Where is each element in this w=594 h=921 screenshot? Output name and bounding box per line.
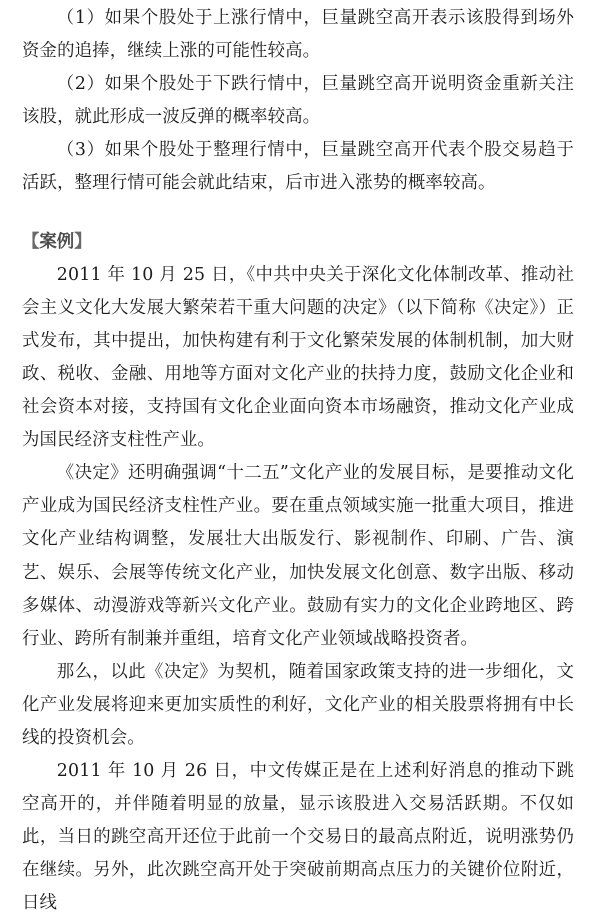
case-heading bbox=[22, 226, 574, 259]
case-paragraph-2: 《决定》还明确强调“十二五”文化产业的发展目标，是要推动文化产业成为国民经济支柱性产业。要在重点领域实施一批重大项目，推进文化产业结构调整，发展壮大出版发行、影视制作、印刷、广告、演艺、娱乐、会展等传统文化产业，加快发展文化创意、数字出版、移动多媒体、动漫游戏等新兴文化产业。鼓励有实力的文化企业跨地区、跨行业、跨所有制兼并重组，培育文化产业领域战略投资者。 bbox=[22, 463, 574, 649]
case-heading-open-bracket: 【 bbox=[22, 231, 40, 252]
case-paragraph-3: 那么，以此《决定》为契机，随着国家政策支持的进一步细化，文化产业发展将迎来更加实质性的利好，文化产业的相关股票将拥有中长线的投资机会。 bbox=[22, 661, 574, 748]
case-paragraph-1: 2011 年 10 月 25 日，《中共中央关于深化文化体制改革、推动社会主义文化大发展大繁荣若干重大问题的决定》（以下简称《决定》）正式发布，其中提出，加快构建有利于文化繁荣发展的体制机制，加大财政、税收、金融、用地等方面对文化产业的扶持力度，鼓励文化企业和社会资本对接，支持国有文化企业面向资本市场融资，推动文化产业成为国民经济支柱性产业。 bbox=[22, 264, 574, 451]
case-heading-text: 案例 bbox=[39, 231, 75, 252]
case-paragraph-4: 2011 年 10 月 26 日，中文传媒正是在上述利好消息的推动下跳空高开的，并伴随着明显的放量，显示该股进入交易活跃期。不仅如此，当日的跳空高开还位于此前一个交易日的最高点附近，说明涨势仍在继续。另外，此次跳空高开处于突破前期高点压力的关键价位附近，日线 bbox=[22, 761, 574, 914]
point-2: （2）如果个股处于下跌行情中，巨量跳空高开说明资金重新关注该股，就此形成一波反弹的概率较高。 bbox=[22, 74, 574, 128]
point-3: （3）如果个股处于整理行情中，巨量跳空高开代表个股交易趋于活跃，整理行情可能会就此结束，后市进入涨势的概率较高。 bbox=[22, 140, 574, 194]
point-1: （1）如果个股处于上涨行情中，巨量跳空高开表示该股得到场外资金的追捧，继续上涨的可能性较高。 bbox=[22, 8, 574, 62]
case-heading-close-bracket: 】 bbox=[74, 231, 92, 252]
